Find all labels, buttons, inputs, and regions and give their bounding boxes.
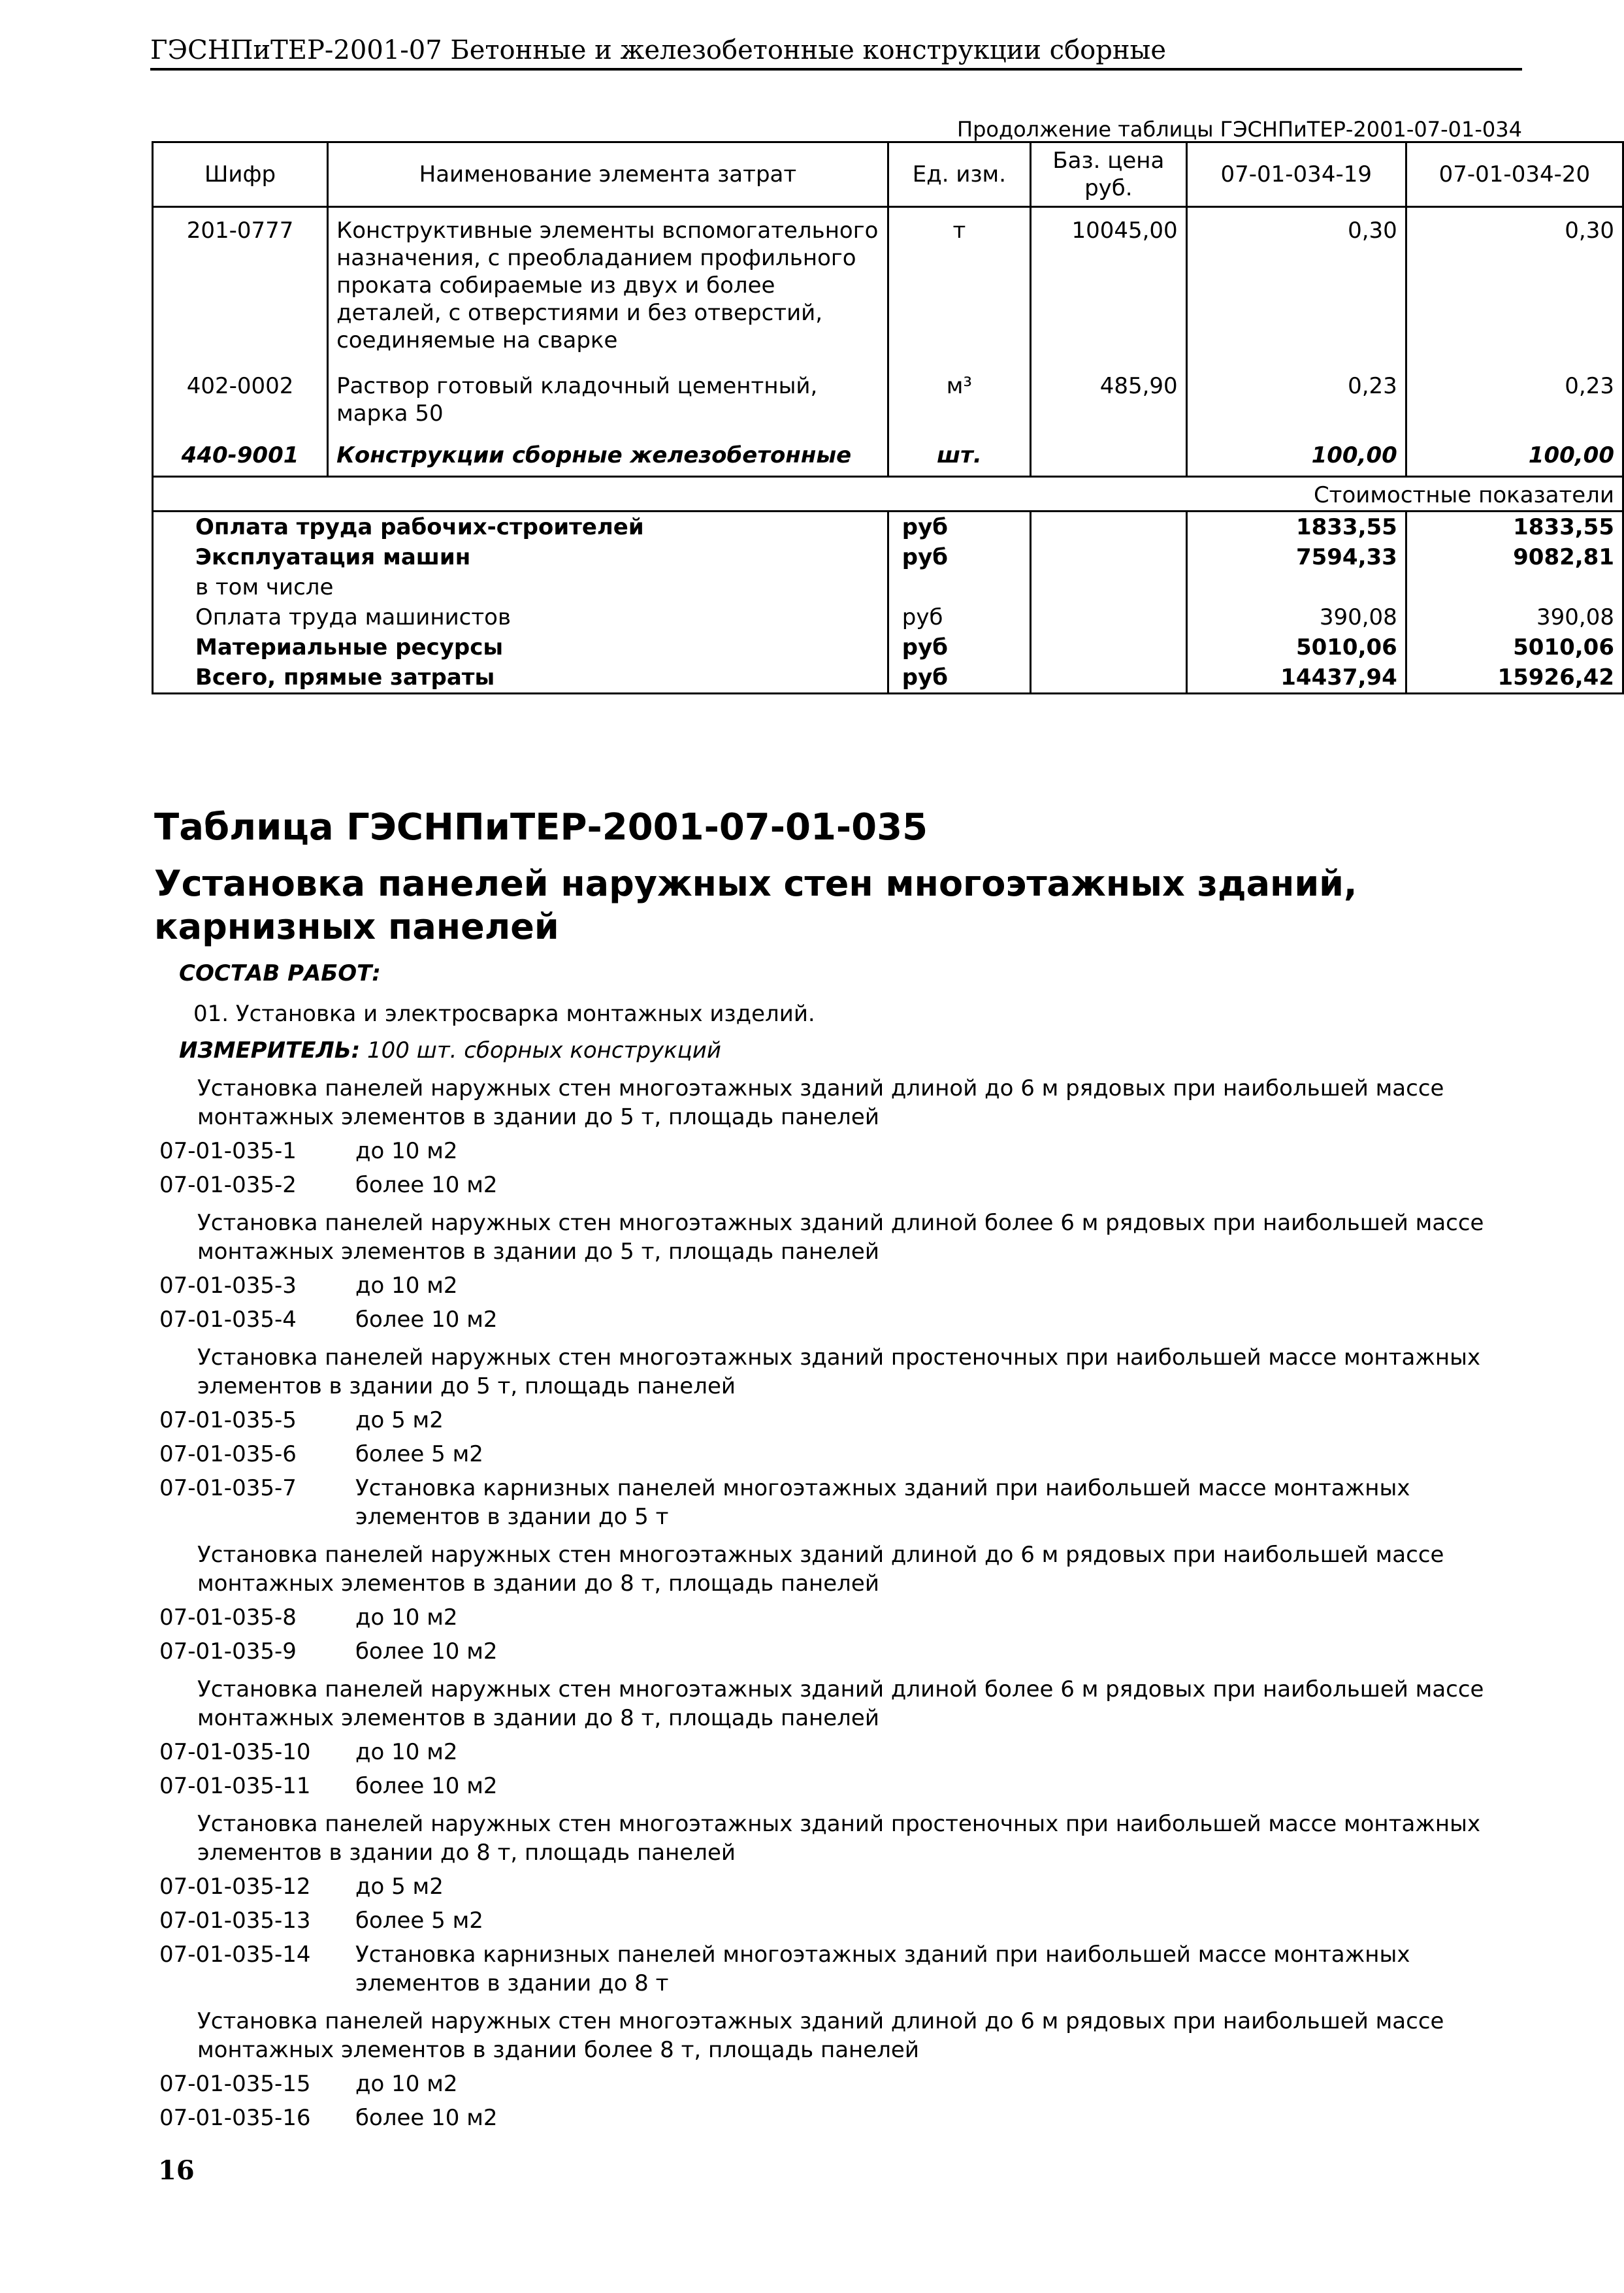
norm-value: 0,30	[1406, 207, 1623, 364]
norm-text: до 10 м2	[355, 1138, 458, 1164]
norm-code: 07-01-035-11	[159, 1773, 311, 1799]
meter-label: ИЗМЕРИТЕЛЬ:	[179, 1037, 361, 1064]
cost-value: 14437,94	[1186, 662, 1406, 694]
norm-code: 07-01-035-13	[159, 1908, 311, 1934]
cost-value: 9082,81	[1406, 542, 1623, 572]
norm-code: 07-01-035-10	[159, 1739, 311, 1765]
norm-row	[159, 2104, 1525, 2132]
table-continuation-label: Продолжение таблицы ГЭСНПиТЕР-2001-07-01-034	[957, 117, 1522, 142]
material-code: 201-0777	[153, 207, 328, 364]
norm-row	[159, 1637, 1525, 1666]
norm-row	[159, 1772, 1525, 1800]
cost-value: 1833,55	[1186, 512, 1406, 543]
norm-content	[159, 959, 1525, 2132]
meter-value: 100 шт. сборных конструкций	[367, 1037, 721, 1064]
norm-row	[159, 1406, 1525, 1435]
norm-group-caption: Установка панелей наружных стен многоэтажных зданий длиной до 6 м рядовых при наибольшей массе монтажных элементов в здании до 5 т, площадь панелей	[197, 1075, 1444, 1130]
cost-value: 5010,06	[1186, 632, 1406, 662]
table-header-row	[153, 142, 1623, 207]
cost-unit	[888, 572, 1030, 602]
norm-text: до 10 м2	[355, 1604, 458, 1631]
material-name: Раствор готовый кладочный цементный, марка 50	[328, 363, 888, 436]
cost-section-header	[153, 477, 1623, 512]
cost-row	[153, 542, 1623, 572]
norm-code: 07-01-035-7	[159, 1475, 297, 1501]
material-code: 440-9001	[153, 436, 328, 477]
norm-row	[159, 1872, 1525, 1901]
composition-heading	[179, 959, 1525, 988]
cost-blank	[1031, 512, 1187, 543]
norm-value: 100,00	[1406, 436, 1623, 477]
norm-text: до 5 м2	[355, 1407, 444, 1433]
cost-blank	[1031, 572, 1187, 602]
norm-text: до 10 м2	[355, 1739, 458, 1765]
cost-value	[1406, 572, 1623, 602]
norm-row	[159, 1305, 1525, 1334]
material-unit: шт.	[888, 436, 1030, 477]
norm-code: 07-01-035-6	[159, 1441, 297, 1467]
norm-text: более 10 м2	[355, 1172, 498, 1198]
norm-group-caption: Установка панелей наружных стен многоэтажных зданий длиной до 6 м рядовых при наибольшей массе монтажных элементов в здании до 8 т, площадь панелей	[197, 1542, 1444, 1597]
cost-row	[153, 632, 1623, 662]
material-price: 485,90	[1031, 363, 1187, 436]
norm-value: 100,00	[1186, 436, 1406, 477]
norm-code: 07-01-035-5	[159, 1407, 297, 1433]
column-header: Ед. изм.	[888, 142, 1030, 207]
norm-code: 07-01-035-15	[159, 2071, 311, 2097]
cost-row	[153, 512, 1623, 543]
column-header: Наименование элемента затрат	[328, 142, 888, 207]
cost-value: 390,08	[1406, 602, 1623, 632]
norm-row	[159, 1474, 1525, 1531]
cost-unit: руб	[888, 662, 1030, 694]
material-price	[1031, 436, 1187, 477]
norm-code: 07-01-035-16	[159, 2105, 311, 2131]
norm-code: 07-01-035-4	[159, 1307, 297, 1333]
cost-label: Оплата труда рабочих-строителей	[153, 512, 888, 543]
cost-unit: руб	[888, 542, 1030, 572]
resource-table	[152, 141, 1624, 694]
norm-row	[159, 1603, 1525, 1632]
column-header: Баз. цена руб.	[1031, 142, 1187, 207]
norm-code: 07-01-035-9	[159, 1638, 297, 1665]
cost-section-label: Стоимостные показатели	[153, 477, 1623, 512]
norm-row	[159, 2070, 1525, 2098]
cost-row	[153, 572, 1623, 602]
section-subtitle: Установка панелей наружных стен многоэтажных зданий, карнизных панелей	[154, 863, 1357, 947]
header-rule	[150, 68, 1522, 71]
running-header: ГЭСНПиТЕР-2001-07 Бетонные и железобетонные конструкции сборные	[150, 35, 1167, 65]
norm-text: до 10 м2	[355, 2071, 458, 2097]
norm-group-caption: Установка панелей наружных стен многоэтажных зданий простеночных при наибольшей массе монтажных элементов в здании до 5 т, площадь панелей	[197, 1344, 1481, 1399]
norm-row	[159, 1940, 1525, 1998]
norm-code: 07-01-035-3	[159, 1273, 297, 1299]
table-row	[153, 363, 1623, 436]
material-unit: т	[888, 207, 1030, 364]
material-name: Конструкции сборные железобетонные	[328, 436, 888, 477]
norm-code: 07-01-035-2	[159, 1172, 297, 1198]
norm-code: 07-01-035-1	[159, 1138, 297, 1164]
page-number: 16	[158, 2155, 195, 2186]
cost-value: 5010,06	[1406, 632, 1623, 662]
cost-blank	[1031, 542, 1187, 572]
norm-row	[159, 1171, 1525, 1199]
cost-unit: руб	[888, 602, 1030, 632]
norm-code: 07-01-035-8	[159, 1604, 297, 1631]
cost-label: Эксплуатация машин	[153, 542, 888, 572]
norm-text: более 10 м2	[355, 2105, 498, 2131]
cost-blank	[1031, 662, 1187, 694]
material-name: Конструктивные элементы вспомогательного назначения, с преобладанием профильного проката собираемые из двух и более деталей, с отверстиями и без отверстий, соединяемые на сварке	[328, 207, 888, 364]
meter-line	[179, 1036, 1525, 1065]
norm-text: более 5 м2	[355, 1908, 483, 1934]
norm-row	[159, 1271, 1525, 1300]
norm-text: более 10 м2	[355, 1773, 498, 1799]
norm-row	[159, 1906, 1525, 1935]
cost-blank	[1031, 602, 1187, 632]
norm-text: более 5 м2	[355, 1441, 483, 1467]
cost-label: Материальные ресурсы	[153, 632, 888, 662]
cost-value: 15926,42	[1406, 662, 1623, 694]
norm-text: до 5 м2	[355, 1874, 444, 1900]
norm-row	[159, 1137, 1525, 1165]
cost-unit: руб	[888, 512, 1030, 543]
cost-label: Всего, прямые затраты	[153, 662, 888, 694]
cost-value	[1186, 572, 1406, 602]
cost-label: в том числе	[153, 572, 888, 602]
column-header: 07-01-034-19	[1186, 142, 1406, 207]
norm-text: более 10 м2	[355, 1307, 498, 1333]
norm-value: 0,30	[1186, 207, 1406, 364]
cost-value: 7594,33	[1186, 542, 1406, 572]
norm-value: 0,23	[1186, 363, 1406, 436]
norm-row	[159, 1440, 1525, 1469]
section-title: Таблица ГЭСНПиТЕР-2001-07-01-035	[154, 806, 928, 849]
cost-unit: руб	[888, 632, 1030, 662]
norm-text: Установка карнизных панелей многоэтажных зданий при наибольшей массе монтажных элементов в здании до 8 т	[355, 1942, 1410, 1996]
norm-code: 07-01-035-12	[159, 1874, 311, 1900]
table-row	[153, 436, 1623, 477]
cost-row	[153, 602, 1623, 632]
composition-label: СОСТАВ РАБОТ:	[179, 960, 381, 986]
norm-text: более 10 м2	[355, 1638, 498, 1665]
composition-item: 01. Установка и электросварка монтажных изделий.	[193, 1001, 815, 1027]
norm-group-caption: Установка панелей наружных стен многоэтажных зданий длиной более 6 м рядовых при наибольшей массе монтажных элементов в здании до 5 т, площадь панелей	[197, 1210, 1484, 1265]
material-unit: м³	[888, 363, 1030, 436]
material-price: 10045,00	[1031, 207, 1187, 364]
cost-value: 390,08	[1186, 602, 1406, 632]
norm-row	[159, 1738, 1525, 1766]
column-header: 07-01-034-20	[1406, 142, 1623, 207]
norm-group-caption: Установка панелей наружных стен многоэтажных зданий длиной до 6 м рядовых при наибольшей массе монтажных элементов в здании более 8 т, площадь панелей	[197, 2008, 1444, 2063]
cost-value: 1833,55	[1406, 512, 1623, 543]
table-row	[153, 207, 1623, 364]
norm-code: 07-01-035-14	[159, 1942, 311, 1968]
column-header: Шифр	[153, 142, 328, 207]
norm-text: до 10 м2	[355, 1273, 458, 1299]
norm-group-caption: Установка панелей наружных стен многоэтажных зданий длиной более 6 м рядовых при наибольшей массе монтажных элементов в здании до 8 т, площадь панелей	[197, 1676, 1484, 1731]
cost-blank	[1031, 632, 1187, 662]
norm-group-caption: Установка панелей наружных стен многоэтажных зданий простеночных при наибольшей массе монтажных элементов в здании до 8 т, площадь панелей	[197, 1811, 1481, 1866]
cost-row	[153, 662, 1623, 694]
norm-value: 0,23	[1406, 363, 1623, 436]
cost-label: Оплата труда машинистов	[153, 602, 888, 632]
material-code: 402-0002	[153, 363, 328, 436]
norm-text: Установка карнизных панелей многоэтажных зданий при наибольшей массе монтажных элементов в здании до 5 т	[355, 1475, 1410, 1530]
